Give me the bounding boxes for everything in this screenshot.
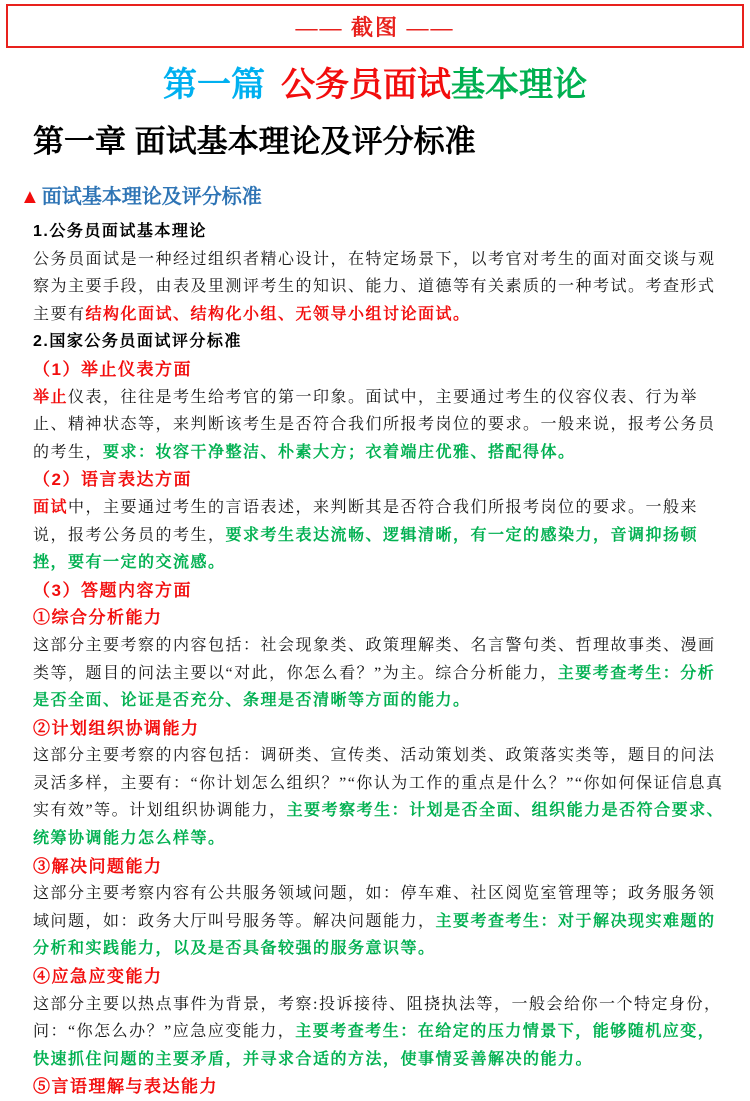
red-subheading	[33, 356, 732, 384]
paragraph	[33, 991, 732, 1074]
text-run: ④应急应变能力	[33, 967, 163, 987]
part-title-subject: 公务员面试	[281, 66, 451, 104]
content-blocks	[33, 218, 732, 1101]
red-subheading	[33, 715, 732, 743]
text-run: 仪表，往往是考生给考官的第一印象。面试中，主要通过考生的仪容仪表、行为举止、精神状态等，来判断该考生是否符合我们所报考岗位的要求。一般来说，报考公务员的考生，	[33, 388, 716, 461]
text-run: 1.公务员面试基本理论	[33, 223, 207, 240]
paragraph	[33, 880, 732, 963]
text-run: 主要考查考生：在给定的压力情景下，能够随机应变，快速抓住问题的主要矛盾，并寻求合适的方法，使事情妥善解决的能力。	[33, 1023, 716, 1068]
red-subheading	[33, 963, 732, 991]
text-run: 这部分主要以热点事件为背景，考察:投诉接待、阻挠执法等，一般会给你一个特定身份，问：“你怎么办？”应急应变能力，	[33, 995, 722, 1041]
paragraph	[33, 494, 732, 577]
numbered-heading	[33, 328, 732, 356]
text-run: ②计划组织协调能力	[33, 718, 200, 738]
red-subheading	[33, 577, 732, 605]
text-run: 要求：妆容干净整洁、朴素大方；衣着端庄优雅、搭配得体。	[103, 443, 576, 461]
document-page	[0, 4, 750, 1097]
text-run: 要求考生表达流畅、逻辑清晰，有一定的感染力，音调抑扬顿挫，要有一定的交流感。	[33, 526, 699, 572]
text-run: （3）答题内容方面	[33, 580, 192, 600]
text-run: 这部分主要考察的内容包括：社会现象类、政策理解类、名言警句类、哲理故事类、漫画类等，题目的问法主要以“对此，你怎么看？”为主。综合分析能力，	[33, 636, 716, 682]
text-run: 这部分主要考察内容有公共服务领域问题，如：停车难、社区阅览室管理等；政务服务领域问题，如：政务大厅叫号服务等。解决问题能力，	[33, 885, 716, 930]
paragraph	[33, 632, 732, 715]
section-marker-label: 面试基本理论及评分标准	[41, 186, 262, 208]
chapter-title: 第一章 面试基本理论及评分标准	[33, 124, 476, 159]
part-title	[0, 64, 750, 106]
text-run: ①综合分析能力	[33, 608, 163, 628]
red-subheading	[33, 853, 732, 881]
text-run: ⑤言语理解与表达能力	[33, 1077, 218, 1097]
text-run: （2）语言表达方面	[33, 470, 192, 490]
text-run: 主要考查考生：对于解决现实难题的分析和实践能力，以及是否具备较强的服务意识等。	[33, 912, 716, 958]
text-run: （1）举止仪表方面	[33, 359, 192, 379]
numbered-heading	[33, 218, 732, 246]
triangle-icon: ▲	[20, 186, 40, 208]
red-subheading	[33, 604, 732, 632]
red-subheading	[33, 466, 732, 494]
text-run: 主要考察考生：计划是否全面、组织能力是否符合要求、统筹协调能力怎么样等。	[33, 802, 725, 848]
text-run: 主要考查考生：分析是否全面、论证是否充分、条理是否清晰等方面的能力。	[33, 664, 716, 710]
text-run: 结构化面试、结构化小组、无领导小组讨论面试。	[85, 305, 471, 323]
section-marker-heading	[20, 184, 750, 210]
text-run: 这部分主要考察的内容包括：调研类、宣传类、活动策划类、政策落实类等，题目的问法灵活多样，主要有：“你计划怎么组织？”“你认为工作的重点是什么？”“你如何保证信息真实有效”等。计划组织协调能力，	[33, 747, 724, 820]
text-run: 举止	[33, 388, 69, 406]
red-subheading	[33, 1073, 732, 1101]
text-run: 中，主要通过考生的言语表述，来判断其是否符合我们所报考岗位的要求。一般来说，报考公务员的考生，	[33, 498, 699, 544]
part-title-number: 第一篇	[163, 66, 265, 104]
text-run: 公务员面试是一种经过组织者精心设计，在特定场景下，以考官对考生的面对面交谈与观察为主要手段，由表及里测评考生的知识、能力、道德等有关素质的一种考试。考查形式主要有	[33, 250, 716, 323]
paragraph	[33, 742, 732, 852]
paragraph	[33, 246, 732, 329]
text-run: 2.国家公务员面试评分标准	[33, 333, 242, 351]
part-title-suffix: 基本理论	[451, 66, 587, 104]
screenshot-label-box	[6, 4, 744, 48]
text-run: ③解决问题能力	[33, 856, 163, 876]
screenshot-label: —— 截图 ——	[295, 14, 455, 40]
text-run: 面试	[33, 498, 69, 516]
paragraph	[33, 384, 732, 467]
